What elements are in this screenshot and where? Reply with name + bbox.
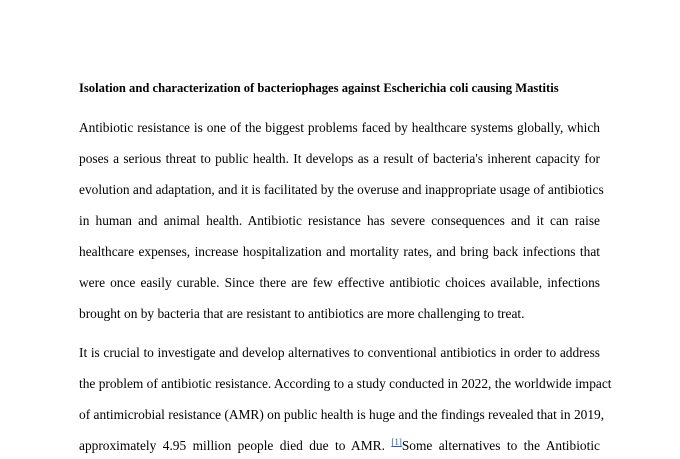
paragraph-line: were once easily curable. Since there are few effective antibiotic choices available, infections bbox=[79, 275, 600, 290]
paragraph-line: healthcare expenses, increase hospitalization and mortality rates, and bring back infections that bbox=[79, 244, 600, 259]
paragraph-line: brought on by bacteria that are resistant to antibiotics are more challenging to treat. bbox=[79, 306, 525, 321]
line-text-before-citation: approximately 4.95 million people died due to AMR. bbox=[79, 438, 392, 453]
paragraph-line: Antibiotic resistance is one of the biggest problems faced by healthcare systems globally, which bbox=[79, 120, 600, 135]
paragraph-line: evolution and adaptation, and it is facilitated by the overuse and inappropriate usage of antibiotics bbox=[79, 182, 604, 197]
paragraph-line: the problem of antibiotic resistance. According to a study conducted in 2022, the worldwide impact bbox=[79, 376, 612, 391]
paragraph-line: It is crucial to investigate and develop alternatives to conventional antibiotics in order to address bbox=[79, 345, 600, 360]
paragraph-line: of antimicrobial resistance (AMR) on public health is huge and the findings revealed that in 2019, bbox=[79, 407, 605, 422]
paragraph-line-with-citation bbox=[79, 438, 600, 454]
citation-link[interactable]: [1] bbox=[391, 437, 402, 447]
paragraph-line: poses a serious threat to public health. It develops as a result of bacteria's inherent capacity for bbox=[79, 151, 600, 166]
paragraph-line: in human and animal health. Antibiotic resistance has severe consequences and it can raise bbox=[79, 213, 600, 228]
document-title: Isolation and characterization of bacteriophages against Escherichia coli causing Mastitis bbox=[79, 81, 559, 95]
line-text-after-citation: Some alternatives to the Antibiotic bbox=[401, 438, 601, 453]
